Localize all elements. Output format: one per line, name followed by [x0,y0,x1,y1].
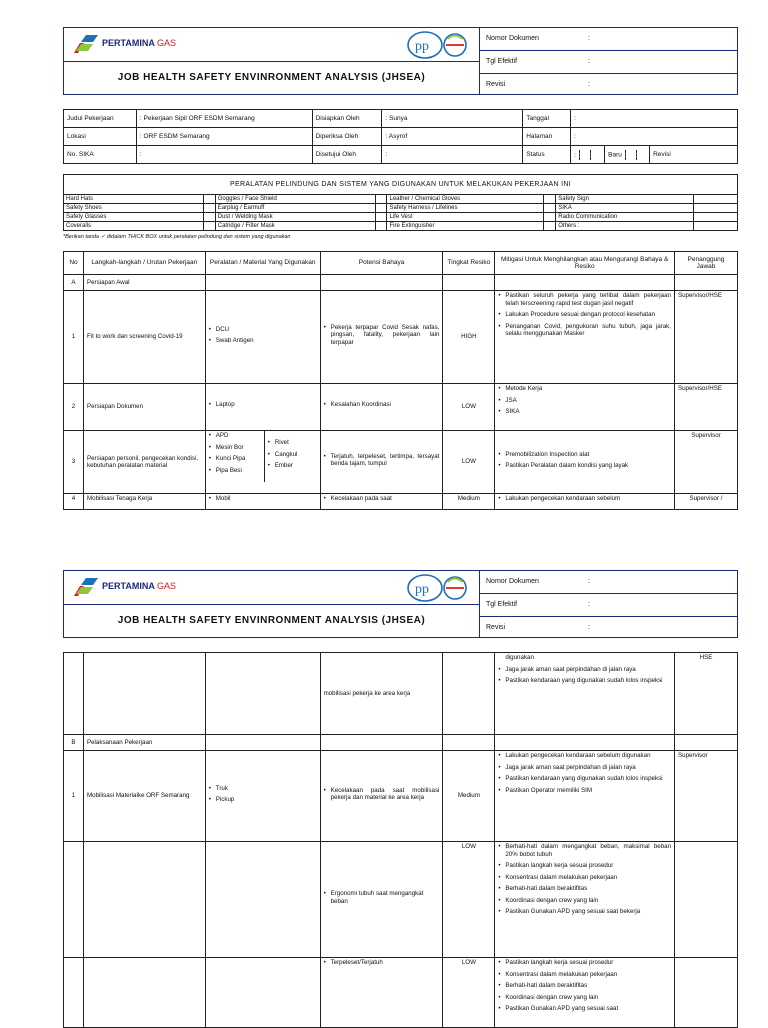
row-mitigation [495,291,675,384]
row-tools [205,384,320,431]
mitigation-item: • Penanganan Covid, pengukuran suhu tubuh, jaga jarak, selalu menggunakan Masker [498,323,671,338]
row-step: Persiapan Dokumen [83,384,205,431]
ppe-checkbox[interactable] [203,195,215,204]
ppe-checkbox[interactable] [544,213,556,222]
table-row [64,384,738,431]
ppe-item: Safety Harness / Lifelines [387,204,544,213]
mitigation-item: • JSA [498,397,671,405]
ppe-item: Leather / Chemical Gloves [387,195,544,204]
row-step: Fit to work dan screening Covid-19 [83,291,205,384]
mitigation-item: • Pastikan Peralatan dalam kondisi yang layak [498,462,671,470]
row-step: Persiapan personil, pengecekan kondisi, kebutuhan peralatan material [83,431,205,494]
row-step: Mobilisasi Tenaga Kerja [83,494,205,510]
tool-item: • Truk [209,785,317,793]
ppe-checkbox[interactable] [375,213,387,222]
col-pic: Penanggung Jawab [674,252,737,275]
ppe-checkbox[interactable] [694,213,738,222]
row-pic: Supervisor/HSE [674,291,737,384]
document-meta [480,570,738,638]
ppe-title: PERALATAN PELINDUNG DAN SISTEM YANG DIGUNAKAN UNTUK MELAKUKAN PEKERJAAN INI [64,175,738,195]
ppe-checkbox[interactable] [544,195,556,204]
ppe-checkbox[interactable] [203,204,215,213]
document-meta [480,27,738,95]
row-risk: LOW [443,431,495,494]
baru-checkbox[interactable] [625,150,637,160]
section-title: Pelaksanaan Pekerjaan [83,735,205,751]
row-mitigation [495,431,675,494]
col-hazard: Potensi Bahaya [320,252,443,275]
table-header-row [64,252,738,275]
ppe-item: Safety Shoes [64,204,204,213]
mitigation-item: • Konsentrasi dalam melakukan pekerjaan [498,971,671,979]
row-step: Mobilisasi Materialke ORF Semarang [83,751,205,842]
row-hazard [320,431,443,494]
pp-logo-icon [406,30,470,60]
mitigation-item: • Pastikan langkah kerja sesuai prosedur [498,862,671,870]
row-risk: HIGH [443,291,495,384]
pertamina-logo-icon [72,578,98,598]
ppe-checkbox[interactable] [694,204,738,213]
ppe-row [64,213,738,222]
row-hazard [320,384,443,431]
svg-text:pp: pp [415,39,429,54]
row-hazard: mobilisasi pekerja ke area kerja [320,653,443,735]
mitigation-item: • Pastikan kendaraan yang digunakan sudah lolos inspeksi [498,677,671,685]
mitigation-item: • Berhati-hati dalam mengangkat beban, maksimal beban 20% bobot tubuh [498,843,671,858]
row-pic: HSE [675,653,738,735]
hazard-item: • Kecelakaan pada saat [324,495,440,503]
header-logo-cell [63,570,480,604]
ppe-item: Coveralls [64,222,204,231]
disiapkan-label: Disiapkan Oleh [312,110,382,128]
row-mitigation [495,751,675,842]
mitigation-item: • Lakukan Procedure sesuai dengan protocol kesehatan [498,311,671,319]
mitigation-item: • Pastikan seluruh pekerja yang terlibat dalam pekerjaan telah terscreening rapid test dugan jasil negatif [498,292,671,307]
status-revisi: Revisi [650,146,738,164]
section-no: B [64,735,84,751]
lokasi-value: : ORF ESDM Semarang [136,128,312,146]
meta-value: : [588,81,590,88]
ppe-table [63,174,738,231]
ppe-item: Safety Glasses [64,213,204,222]
col-tools: Peralatan / Material Yang Digunakan [205,252,320,275]
mitigation-item: • Berhati-hati dalam beraktifitas [498,982,671,990]
diperiksa-label: Diperiksa Oleh [312,128,382,146]
disiapkan-value: : Sunya [382,110,523,128]
svg-text:pp: pp [415,582,429,597]
row-risk: Medium [443,751,495,842]
meta-value: : [588,624,590,631]
row-mitigation [495,653,675,735]
hazard-item: • Ergonomi tubuh saat mengangkat beban [324,890,440,905]
meta-label: Tgl Efektif [486,58,518,65]
ppe-checkbox[interactable] [694,195,738,204]
status-checkbox[interactable] [579,150,591,160]
ppe-note: *Berikan tanda ✓ didalam THICK BOX untuk peralatan pelindung dan sistem yang digunakan [63,234,291,240]
meta-label: Revisi [486,81,506,88]
pp-logo-icon [406,573,470,603]
tool-item: • Swab Antigen [209,337,317,345]
table-row [64,431,738,494]
ppe-item: Catridge / Filter Mask [215,222,375,231]
tool-item: • Mesin Bor [209,444,261,452]
meta-label: Nomor Dokumen [486,578,539,585]
mitigation-item: • Koordinasi dengan crew yang lain [498,994,671,1002]
document-title: JOB HEALTH SAFETY ENVINRONMENT ANALYSIS (JHSEA) [63,604,480,638]
meta-value: : [588,578,590,585]
status-value: : [571,146,605,164]
ppe-row [64,222,738,231]
row-risk: LOW [443,958,495,1028]
row-tools [205,291,320,384]
table-row [64,494,738,510]
tool-item: • Mobil [209,495,317,503]
halaman-label: Halaman [523,128,571,146]
ppe-checkbox[interactable] [375,204,387,213]
col-no: No [64,252,84,275]
job-info-table [63,109,738,164]
mitigation-item: • Koordinasi dengan crew yang lain [498,897,671,905]
status-baru: Baru [605,146,650,164]
mitigation-item: • Metode Kerja [498,385,671,393]
jhsea-table-page1 [63,251,738,510]
ppe-row [64,204,738,213]
row-risk: LOW [443,842,495,958]
row-hazard [320,291,443,384]
mitigation-item: • Pastikan kendaraan yang digunakan sudah lolos inspeksi [498,775,671,783]
sika-value: : [136,146,312,164]
mitigation-item: • Jaga jarak aman saat perpindahan di jalan raya [498,764,671,772]
section-row [64,275,738,291]
mitigation-item: • Lakukan pengecekan kendaraan sebelum digunakan [498,752,671,760]
lokasi-label: Lokasi [64,128,137,146]
table-row [64,291,738,384]
disetujui-label: Disetujui Oleh [312,146,382,164]
row-tools [205,431,320,494]
meta-label: Revisi [486,624,506,631]
ppe-item: Fire Extinguisher [387,222,544,231]
mitigation-item: • Pastikan Gunakan APD yang sesuai saat [498,1005,671,1013]
table-row [64,958,738,1028]
document-title: JOB HEALTH SAFETY ENVINRONMENT ANALYSIS (JHSEA) [63,61,480,95]
row-hazard [320,751,443,842]
diperiksa-value: : Asyrof [382,128,523,146]
sika-label: No. SIKA [64,146,137,164]
tool-item: • Rivet [268,439,298,447]
row-pic: Supervisor/HSE [674,384,737,431]
halaman-value: : [571,128,738,146]
ppe-checkbox[interactable] [544,222,556,231]
header-logo-cell [63,27,480,61]
row-pic: Supervisor [675,751,738,842]
tool-item: • Pipa Besi [209,467,261,475]
row-tools [205,751,320,842]
hazard-item: • Terjatuh, terpeleset, tertimpa, tersayat benda tajam, tumpul [324,453,440,468]
mitigation-item: • Premobilization Inspection alat [498,451,671,459]
tool-item: • Cangkul [268,451,298,459]
row-mitigation [495,494,675,510]
tool-item: • Ember [268,462,298,470]
col-steps: Langkah-langkah / Urutan Pekerjaan [83,252,205,275]
meta-value: : [588,35,590,42]
meta-label: Nomor Dokumen [486,35,539,42]
mitigation-item: • Pastikan langkah kerja sesuai prosedur [498,959,671,967]
ppe-item: Radio Communication [556,213,694,222]
tool-item: • Pickup [209,796,317,804]
row-tools [205,494,320,510]
col-mitigation: Mitigasi Untuk Menghilangkan atau Mengurangi Bahaya & Resiko [495,252,675,275]
meta-value: : [588,58,590,65]
pertamina-logo-icon [72,35,98,55]
ppe-checkbox[interactable] [544,204,556,213]
mitigation-item: • Konsentrasi dalam melakukan pekerjaan [498,874,671,882]
row-hazard [320,842,443,958]
row-mitigation [495,842,675,958]
jhsea-table-page2 [63,652,738,1028]
ppe-item: Others : [556,222,694,231]
hazard-item: • Terpeleset/Terjatuh [324,959,440,967]
row-hazard [320,958,443,1028]
tool-item: • APD [209,432,261,440]
table-row [64,842,738,958]
ppe-item: SIKA [556,204,694,213]
hazard-item: • Kesalahan Koordinasi [324,401,440,409]
mitigation-item: • SIKA [498,408,671,416]
row-mitigation [495,958,675,1028]
row-hazard [320,494,443,510]
brand-name: PERTAMINA GAS [102,581,177,591]
row-mitigation [495,384,675,431]
section-title: Persiapan Awal [83,275,205,291]
ppe-item: Safety Sign [556,195,694,204]
section-no: A [64,275,84,291]
meta-value: : [588,601,590,608]
tool-item: • Kunci Pipa [209,455,261,463]
tanggal-label: Tanggal [523,110,571,128]
mitigation-item: • Pastikan Gunakan APD yang sesuai saat bekerja [498,908,671,916]
ppe-item: Goggles / Face Shield [215,195,375,204]
ppe-row [64,195,738,204]
ppe-item: Life Vest [387,213,544,222]
judul-value: : Pekerjaan Sipil ORF ESDM Semarang [136,110,312,128]
section-row [64,735,738,751]
ppe-item: Dust / Welding Mask [215,213,375,222]
tool-item: • DCU [209,326,317,334]
row-no: 2 [64,384,84,431]
ppe-item: Hard Hats [64,195,204,204]
meta-label: Tgl Efektif [486,601,518,608]
table-row [64,751,738,842]
tool-item: • Laptop [209,401,317,409]
mitigation-item: • Pastikan Operator memiliki SIM [498,787,671,795]
ppe-checkbox[interactable] [375,222,387,231]
ppe-checkbox[interactable] [694,222,738,231]
disetujui-value: : [382,146,523,164]
col-risk: Tingkat Resiko [443,252,495,275]
mitigation-item: • Berhati-hati dalam beraktifitas [498,885,671,893]
row-risk: Medium [443,494,495,510]
row-no: 1 [64,751,84,842]
ppe-checkbox[interactable] [203,213,215,222]
ppe-checkbox[interactable] [203,222,215,231]
judul-label: Judul Pekerjaan [64,110,137,128]
mitigation-continued: digunakan [505,654,534,661]
row-pic: Supervisor [674,431,737,494]
row-no: 1 [64,291,84,384]
hazard-item: • Kecelakaan pada saat mobilisasi pekerja dan material ke area kerja [324,787,440,802]
row-pic: Supervisor / [674,494,737,510]
row-risk: LOW [443,384,495,431]
hazard-item: • Pekerja terpapar Covid Sesak nafas, pingsan, fatality, pekerjaan lain terpapar [324,324,440,347]
row-no: 4 [64,494,84,510]
ppe-item: Earplug / Earmuff [215,204,375,213]
brand-name: PERTAMINA GAS [102,38,177,48]
mitigation-item: • Jaga jarak aman saat perpindahan di jalan raya [498,666,671,674]
table-row [64,653,738,735]
ppe-checkbox[interactable] [375,195,387,204]
status-label: Status [523,146,571,164]
mitigation-item: • Lakukan pengecekan kendaraan sebelum [498,495,671,503]
row-no: 3 [64,431,84,494]
tanggal-value: : [571,110,738,128]
